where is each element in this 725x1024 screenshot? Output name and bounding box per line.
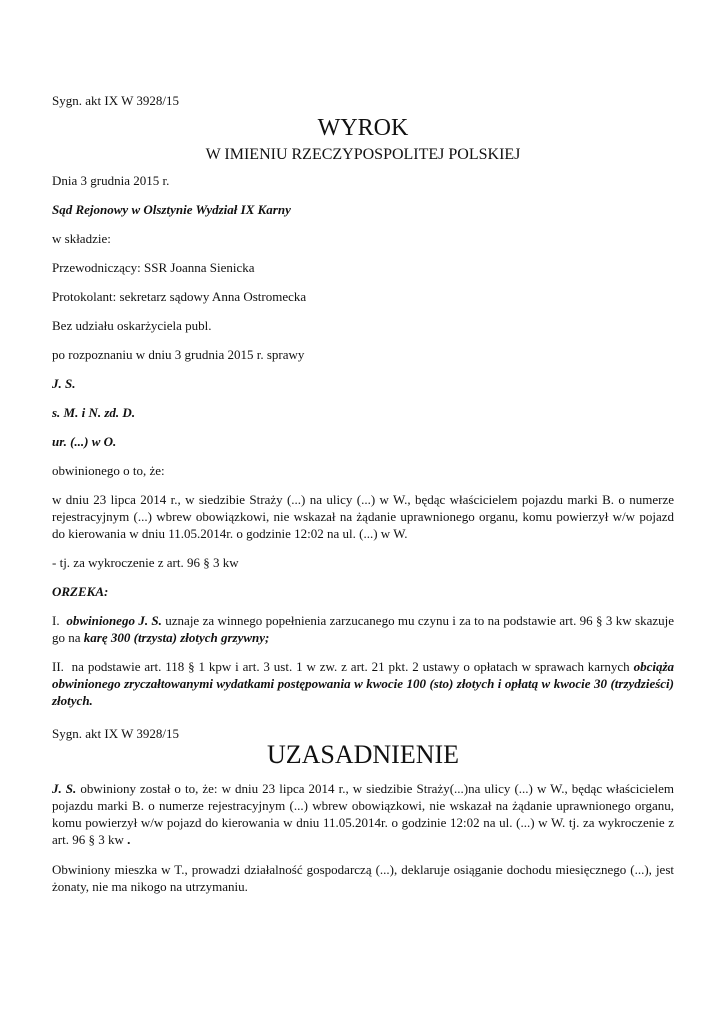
defendant-birth: ur. (...) w O. <box>52 434 117 449</box>
charge-text: w dniu 23 lipca 2014 r., w siedzibie Straży (...) na ulicy (...) w W., będąc właścicielem pojazdu marki B. o numerze rejestracyjnym (...) wbrew obowiązkowi, nie wskazał na żądanie uprawnionego organu, komu powierzył w/w pojazd do kierowania w dniu 11.05.2014r. o godzinie 12:02 na ul. (...) w W. <box>52 492 674 541</box>
justification-defendant: J. S. <box>52 781 77 796</box>
ruling-point-1-text: uznaje za winnego popełnienia zarzucanego mu czynu i za to na podstawie art. 96 § 3 kw skazuje go na <box>52 613 675 645</box>
justification-paragraph-1 <box>52 780 674 848</box>
composition-label: w składzie: <box>52 231 111 246</box>
justification-end: . <box>123 832 131 847</box>
justification-title: UZASADNIENIE <box>266 740 460 769</box>
hearing-note: po rozpoznaniu w dniu 3 grudnia 2015 r. sprawy <box>52 347 305 362</box>
ruling-point-1-penalty: karę 300 (trzysta) złotych grzywny; <box>83 630 270 645</box>
justification-text: obwiniony został o to, że: w dniu 23 lipca 2014 r., w siedzibie Straży(...)na ulicy (...) w W., będąc właścicielem pojazdu marki B. o numerze rejestracyjnym (...) wbrew obowiązkowi, nie wskazał na żądanie uprawnionego organu, komu powierzył w/w pojazd do kierowania w dniu 11.05.2014r. o godzinie 12:02 na ul. (...) w W. tj. za wykroczenie z art. 96 § 3 kw <box>52 781 675 847</box>
judgment-subtitle: W IMIENIU RZECZYPOSPOLITEJ POLSKIEJ <box>205 146 521 163</box>
court-clerk: Protokolant: sekretarz sądowy Anna Ostromecka <box>52 289 307 304</box>
ruling-point-1-number: I. <box>52 613 60 628</box>
case-signature-bottom: Sygn. akt IX W 3928/15 <box>52 726 179 741</box>
prosecutor-note: Bez udziału oskarżyciela publ. <box>52 318 212 333</box>
ruling-point-1 <box>52 612 674 646</box>
offence-note: - tj. za wykroczenie z art. 96 § 3 kw <box>52 555 239 570</box>
ruling-point-2-number: II. <box>52 659 64 674</box>
charged-label: obwinionego o to, że: <box>52 463 165 478</box>
defendant-parents: s. M. i N. zd. D. <box>52 405 136 420</box>
rules-heading: ORZEKA: <box>52 584 109 599</box>
ruling-point-1-defendant: obwinionego J. S. <box>66 613 162 628</box>
ruling-point-2 <box>52 658 674 709</box>
justification-paragraph-2: Obwiniony mieszka w T., prowadzi działalność gospodarczą (...), deklaruje osiąganie dochodu miesięcznego (...), jest żonaty, nie ma nikogo na utrzymaniu. <box>52 862 674 894</box>
chair-judge: Przewodniczący: SSR Joanna Sienicka <box>52 260 255 275</box>
case-signature-top: Sygn. akt IX W 3928/15 <box>52 93 179 108</box>
defendant-name: J. S. <box>52 376 76 391</box>
ruling-point-2-costs: obciąża obwinionego zryczałtowanymi wydatkami postępowania w kwocie 100 (sto) złotych i opłatą w kwocie 30 (trzydzieści) złotych. <box>52 659 675 708</box>
judgment-title: WYROK <box>317 115 409 141</box>
ruling-point-2-text: na podstawie art. 118 § 1 kpw i art. 3 ust. 1 w zw. z art. 21 pkt. 2 ustawy o opłatach w sprawach karnych <box>71 659 634 674</box>
court-name: Sąd Rejonowy w Olsztynie Wydział IX Karny <box>52 202 291 217</box>
judgment-date: Dnia 3 grudnia 2015 r. <box>52 173 170 188</box>
